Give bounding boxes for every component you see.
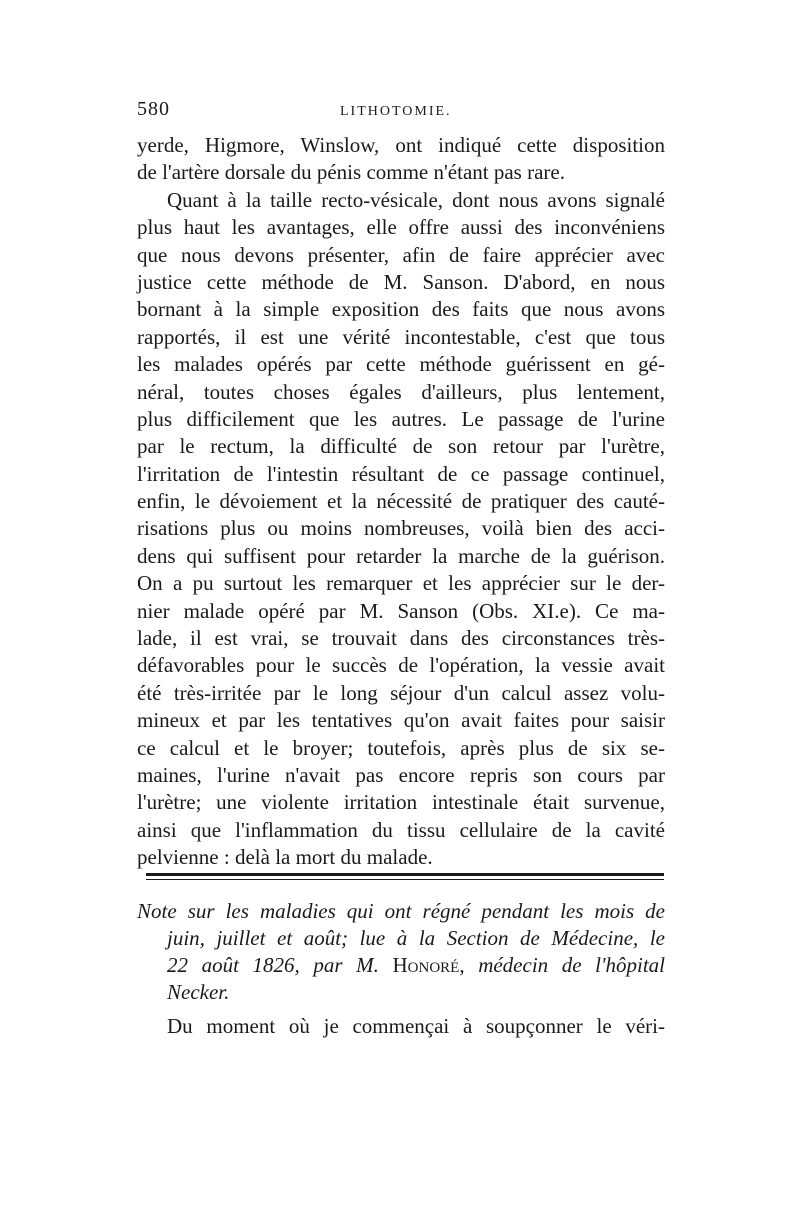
text-line: plus difficilement que les autres. Le passage de l'urine bbox=[137, 406, 665, 431]
note-heading-line bbox=[137, 952, 665, 979]
note-heading bbox=[137, 898, 665, 1006]
note-date: 22 août 1826, par M. bbox=[167, 953, 379, 977]
text-line: lade, il est vrai, se trouvait dans des circonstances très- bbox=[137, 626, 665, 651]
author-role: , médecin de l'hôpital bbox=[459, 953, 665, 977]
text-line: Du moment où je commençai à soupçonner le véri- bbox=[167, 1014, 665, 1038]
text-line: maines, l'urine n'avait pas encore repris son cours par bbox=[137, 762, 665, 787]
text-line: l'urètre; une violente irritation intestinale était survenue, bbox=[137, 790, 665, 815]
text-line: l'irritation de l'intestin résultant de ce passage continuel, bbox=[137, 461, 665, 486]
text-line: plus haut les avantages, elle offre aussi des inconvéniens bbox=[137, 215, 665, 240]
text-line: yerde, Higmore, Winslow, ont indiqué cette disposition bbox=[137, 133, 665, 157]
text-line: rapportés, il est une vérité incontestable, c'est que tous bbox=[137, 324, 665, 349]
running-head: LITHOTOMIE. bbox=[340, 104, 452, 119]
text-line: ce calcul et le broyer; toutefois, après plus de six se- bbox=[137, 735, 665, 760]
text-line: On a pu surtout les remarquer et les apprécier sur le der- bbox=[137, 571, 665, 596]
text-line: dens qui suffisent pour retarder la marche de la guérison. bbox=[137, 543, 665, 568]
note-heading-line: Note sur les maladies qui ont régné pendant les mois de bbox=[137, 899, 665, 923]
note-heading-line: juin, juillet et août; lue à la Section de Médecine, le bbox=[167, 926, 665, 950]
page-number: 580 bbox=[137, 98, 170, 120]
text-line: mineux et par les tentatives qu'on avait faites pour saisir bbox=[137, 708, 665, 733]
divider-thick-rule bbox=[146, 873, 664, 876]
text-line: néral, toutes choses égales d'ailleurs, plus lentement, bbox=[137, 379, 665, 404]
author-name: Honoré bbox=[392, 953, 460, 977]
text-line: de l'artère dorsale du pénis comme n'étant pas rare. bbox=[137, 160, 565, 185]
closing-paragraph bbox=[137, 1013, 665, 1040]
text-line: enfin, le dévoiement et la nécessité de pratiquer des cauté- bbox=[137, 489, 665, 514]
section-divider bbox=[146, 873, 664, 880]
text-line: par le rectum, la difficulté de son retour par l'urètre, bbox=[137, 434, 665, 459]
text-line: justice cette méthode de M. Sanson. D'abord, en nous bbox=[137, 269, 665, 294]
text-line: ainsi que l'inflammation du tissu cellulaire de la cavité bbox=[137, 817, 665, 842]
text-line: risations plus ou moins nombreuses, voilà bien des acci- bbox=[137, 516, 665, 541]
text-line: bornant à la simple exposition des faits que nous avons bbox=[137, 297, 665, 322]
text-line: nier malade opéré par M. Sanson (Obs. XI.e). Ce ma- bbox=[137, 598, 665, 623]
text-line: Quant à la taille recto-vésicale, dont nous avons signalé bbox=[167, 187, 665, 212]
text-line: défavorables pour le succès de l'opération, la vessie avait bbox=[137, 653, 665, 678]
text-line: été très-irritée par le long séjour d'un calcul assez volu- bbox=[137, 680, 665, 705]
text-line: que nous devons présenter, afin de faire apprécier avec bbox=[137, 242, 665, 267]
text-line: pelvienne : delà la mort du malade. bbox=[137, 845, 433, 870]
main-paragraph bbox=[137, 132, 665, 872]
text-line: les malades opérés par cette méthode guérissent en gé- bbox=[137, 352, 665, 377]
note-heading-line: Necker. bbox=[167, 980, 230, 1004]
divider-thin-rule bbox=[146, 879, 664, 880]
